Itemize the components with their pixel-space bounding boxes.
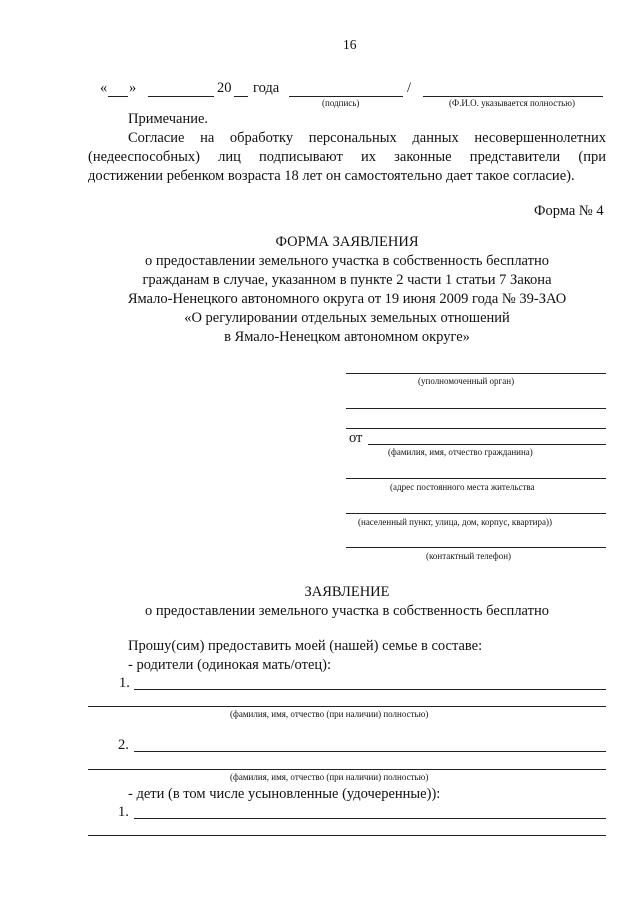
- form-title-line-1: о предоставлении земельного участка в собственность бесплатно: [145, 253, 549, 269]
- signature-blank: [289, 96, 403, 97]
- year-blank: [234, 96, 248, 97]
- form-title-line-5: в Ямало-Ненецком автономном округе»: [224, 329, 470, 345]
- parents-label: - родители (одинокая мать/отец):: [128, 657, 331, 673]
- year-suffix: года: [253, 80, 280, 96]
- phone-caption: (контактный телефон): [426, 551, 512, 561]
- address-detail-field[interactable]: [346, 513, 606, 514]
- note-title: Примечание.: [128, 111, 209, 127]
- month-blank: [148, 96, 214, 97]
- day-blank: [108, 96, 128, 97]
- page-number: 16: [343, 37, 357, 52]
- year-prefix: 20: [217, 80, 232, 96]
- parent-item-1-number: 1.: [119, 675, 130, 691]
- signature-caption: (подпись): [322, 98, 360, 108]
- parent-1-fio-caption: (фамилия, имя, отчество (при наличии) полностью): [230, 709, 429, 719]
- fio-caption: (Ф.И.О. указывается полностью): [449, 98, 575, 108]
- child-item-1-number: 1.: [118, 804, 129, 820]
- children-label: - дети (в том числе усыновленные (удочеренные)):: [128, 786, 441, 802]
- form-title-line-2: гражданам в случае, указанном в пункте 2 части 1 статьи 7 Закона: [142, 272, 552, 288]
- authority-field-2[interactable]: [346, 408, 606, 409]
- fio-blank: [423, 96, 603, 97]
- from-label: от: [349, 430, 363, 446]
- authority-field-3[interactable]: [346, 428, 606, 429]
- date-quote-open: «: [100, 80, 108, 96]
- statement-request: Прошу(сим) предоставить моей (нашей) семье в составе:: [128, 638, 483, 654]
- applicant-fio-field[interactable]: [368, 444, 606, 445]
- parent-2-fio-caption: (фамилия, имя, отчество (при наличии) полностью): [230, 772, 429, 782]
- parent-2-field-2[interactable]: [88, 769, 606, 770]
- date-quote-close: »: [129, 80, 137, 96]
- note-line-2: (недееспособных) лиц подписывают их законные представители (при: [88, 149, 606, 165]
- address-caption: (адрес постоянного места жительства: [390, 482, 535, 492]
- form-number: Форма № 4: [534, 203, 604, 219]
- form-title-line-3: Ямало-Ненецкого автономного округа от 19 июня 2009 года № 39-ЗАО: [127, 291, 567, 307]
- statement-subheading: о предоставлении земельного участка в собственность бесплатно: [145, 603, 549, 619]
- applicant-fio-caption: (фамилия, имя, отчество гражданина): [388, 447, 533, 457]
- child-1-field[interactable]: [134, 818, 606, 819]
- address-field[interactable]: [346, 478, 606, 479]
- form-title-line-4: «О регулировании отдельных земельных отношений: [184, 310, 510, 326]
- address-detail-caption: (населенный пункт, улица, дом, корпус, квартира)): [358, 517, 552, 527]
- parent-item-2-number: 2.: [118, 737, 129, 753]
- child-1-field-2[interactable]: [88, 835, 606, 836]
- parent-1-field-2[interactable]: [88, 706, 606, 707]
- note-line-1: Согласие на обработку персональных данных несовершеннолетних: [128, 130, 606, 146]
- parent-1-field[interactable]: [134, 689, 606, 690]
- authority-field[interactable]: [346, 373, 606, 374]
- parent-2-field[interactable]: [134, 751, 606, 752]
- note-line-3: достижении ребенком возраста 18 лет он самостоятельно дает такое согласие).: [88, 168, 575, 184]
- phone-field[interactable]: [346, 547, 606, 548]
- slash-separator: /: [407, 80, 412, 96]
- statement-heading: ЗАЯВЛЕНИЕ: [304, 584, 390, 600]
- form-title-heading: ФОРМА ЗАЯВЛЕНИЯ: [275, 234, 419, 250]
- authority-caption: (уполномоченный орган): [418, 376, 515, 386]
